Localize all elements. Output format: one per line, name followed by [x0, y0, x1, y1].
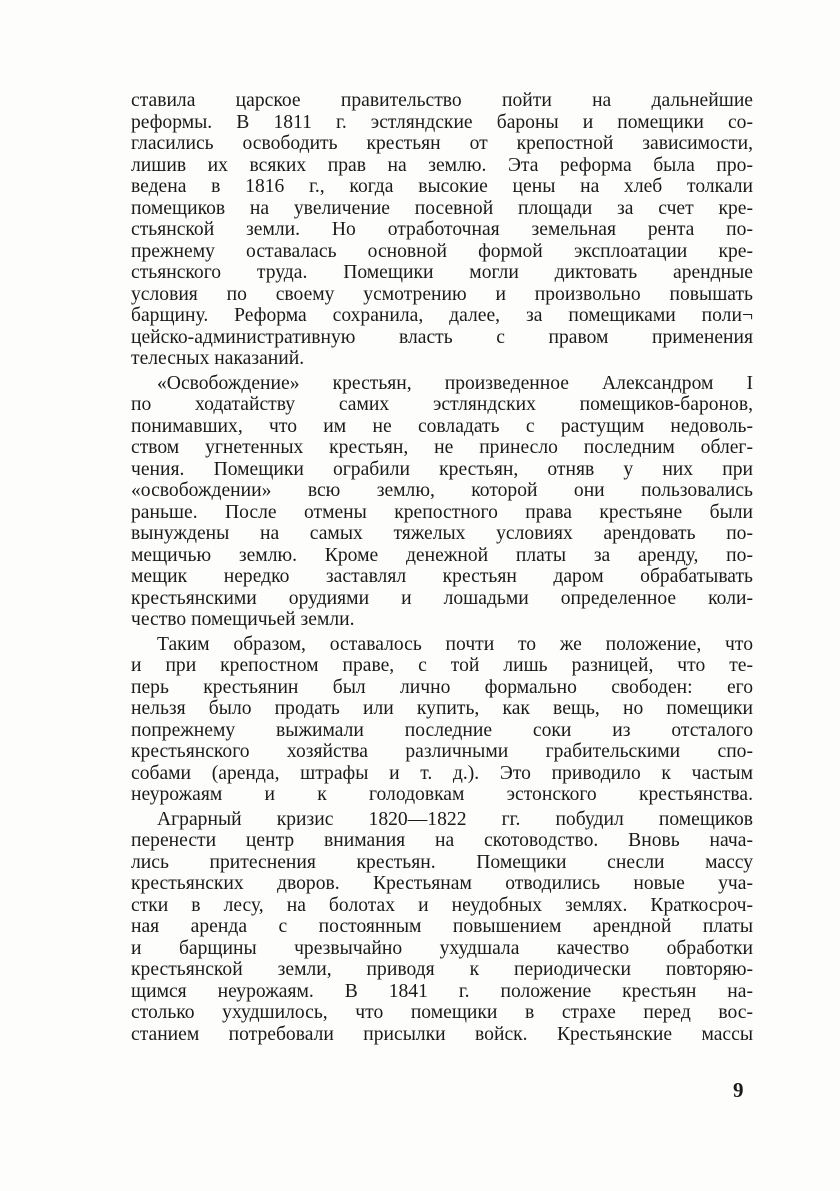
text-line: понимавших, что им не совладать с растущим недоволь- — [131, 415, 753, 437]
text-line: и барщины чрезвычайно ухудшала качество обработки — [131, 937, 753, 959]
paragraph-4 — [131, 809, 753, 1046]
text-line: лись притеснения крестьян. Помещики снесли массу — [131, 851, 753, 873]
text-line: телесных наказаний. — [131, 348, 305, 369]
text-line: столько ухудшилось, что помещики в страхе перед вос- — [131, 1002, 753, 1023]
paragraph-3 — [131, 634, 753, 806]
text-line: лишив их всяких прав на землю. Эта реформа была про- — [131, 154, 753, 176]
page-number: 9 — [733, 1078, 744, 1102]
text-line: чения. Помещики ограбили крестьян, отняв у них при — [131, 458, 753, 480]
text-line: крестьянского хозяйства различными грабительскими спо- — [131, 741, 753, 762]
text-line: прежнему оставалась основной формой эксплоатации кре- — [131, 240, 753, 262]
text-line: крестьянской земли, приводя к периодически повторяю- — [131, 959, 753, 980]
text-line: стьянского труда. Помещики могли диктовать арендные — [131, 262, 753, 283]
text-line: условия по своему усмотрению и произвольно повышать — [131, 283, 753, 305]
text-line: барщину. Реформа сохранила, далее, за помещиками поли¬ — [131, 305, 753, 326]
text-line: помещиков на увеличение посевной площади за счет кре- — [131, 197, 753, 219]
text-line: «Освобождение» крестьян, произведенное Александром I — [157, 372, 753, 394]
text-line: мещик нередко заставлял крестьян даром обрабатывать — [131, 566, 753, 587]
text-line: собами (аренда, штрафы и т. д.). Это приводило к частым — [131, 762, 753, 784]
text-line: ставила царское правительство пойти на дальнейшие — [131, 90, 753, 111]
text-line: цейско-административную власть с правом применения — [131, 326, 753, 348]
paragraph-2 — [131, 373, 753, 631]
text-line: перенести центр внимания на скотоводство. Вновь нача- — [131, 830, 753, 851]
text-line: стьянской земли. Но отработочная земельная рента по- — [131, 219, 753, 240]
paragraph-1 — [131, 90, 753, 370]
text-line: неурожаям и к голодовкам эстонского крестьянства. — [131, 784, 753, 805]
text-line: щимся неурожаям. В 1841 г. положение крестьян на- — [131, 980, 753, 1002]
text-line: мещичью землю. Кроме денежной платы за аренду, по- — [131, 544, 753, 566]
body-text — [131, 90, 753, 1048]
text-line: попрежнему выжимали последние соки из отсталого — [131, 719, 753, 741]
text-line: и при крепостном праве, с той лишь разницей, что те- — [131, 655, 753, 676]
text-line: ная аренда с постоянным повышением арендной платы — [131, 916, 753, 937]
text-line: Аграрный кризис 1820—1822 гг. побудил помещиков — [157, 808, 753, 830]
text-line: крестьянскими орудиями и лошадьми определенное коли- — [131, 587, 753, 609]
text-line: «освобождении» всю землю, которой они пользовались — [131, 480, 753, 501]
text-line: чество помещичьей земли. — [131, 609, 355, 630]
text-line: вынуждены на самых тяжелых условиях арендовать по- — [131, 523, 753, 544]
text-line: станием потребовали присылки войск. Крестьянские массы — [131, 1023, 753, 1045]
text-line: стки в лесу, на болотах и неудобных землях. Краткосроч- — [131, 894, 753, 916]
text-line: перь крестьянин был лично формально свободен: его — [131, 676, 753, 698]
text-line: по ходатайству самих эстляндских помещиков-баронов, — [131, 394, 753, 415]
text-line: нельзя было продать или купить, как вещь, но помещики — [131, 698, 753, 719]
text-line: гласились освободить крестьян от крепостной зависимости, — [131, 133, 753, 154]
text-line: ством угнетенных крестьян, не принесло последним облег- — [131, 437, 753, 458]
text-line: Таким образом, оставалось почти то же положение, что — [157, 633, 753, 655]
text-line: реформы. В 1811 г. эстляндские бароны и помещики со- — [131, 111, 753, 133]
text-line: раньше. После отмены крепостного права крестьяне были — [131, 501, 753, 523]
text-line: крестьянских дворов. Крестьянам отводились новые уча- — [131, 873, 753, 894]
text-line: ведена в 1816 г., когда высокие цены на хлеб толкали — [131, 176, 753, 197]
